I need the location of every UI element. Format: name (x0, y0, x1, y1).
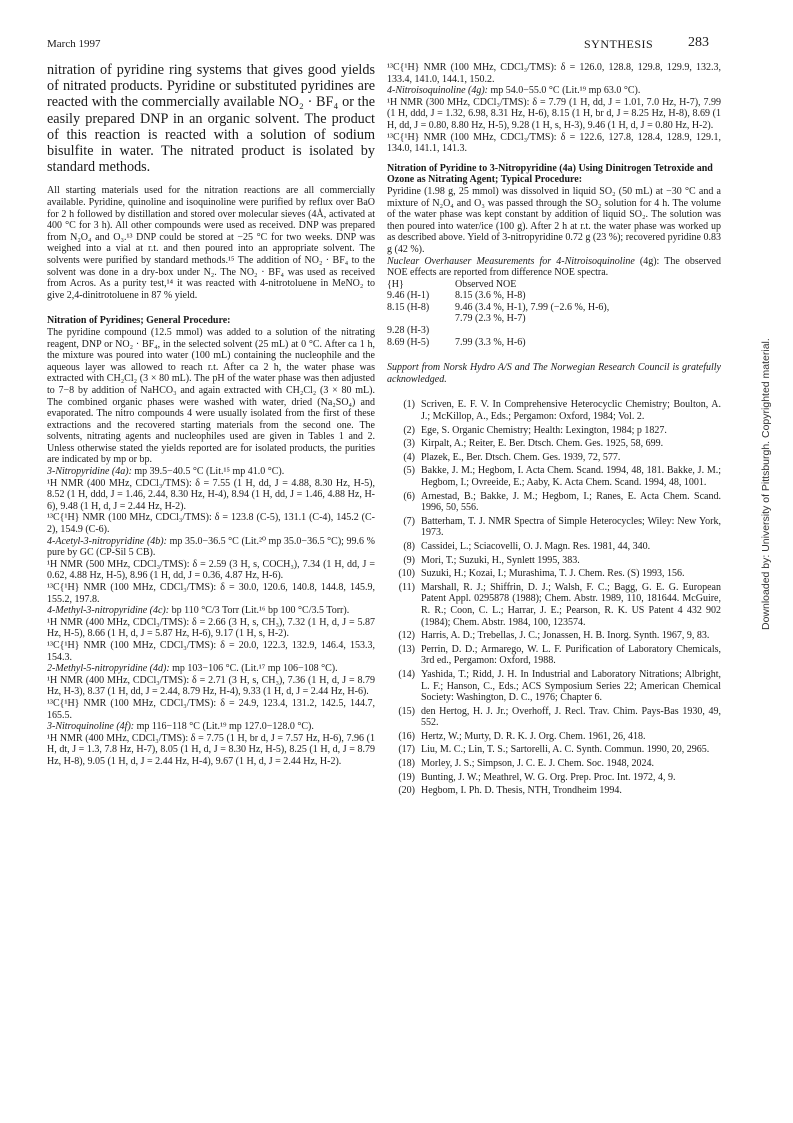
noe-row (387, 290, 721, 302)
reference-item: (16) Hertz, W.; Murty, D. R. K. J. Org. Chem. 1961, 26, 418. (398, 730, 646, 742)
noe-observed: 7.79 (2.3 %, H-7) (455, 313, 526, 325)
noe-row (387, 325, 721, 337)
download-watermark: Downloaded by: University of Pittsburgh. Copyrighted material. (760, 338, 772, 630)
lead-paragraph: nitration of pyridine ring systems that gives good yields of nitrated products. Pyridine or substituted pyridines are reacted with the commercially available NO₂ · BF₄ or the easily prepared DNP in an organic solvent. The product of this reaction is reacted with a solution of sodium bisulfite in water. The nitrated product is isolated by standard methods. (47, 62, 375, 176)
compound-4d-c-nmr: ¹³C{¹H} NMR (100 MHz, CDCl₃/TMS): δ = 24.9, 123.4, 131.2, 142.5, 144.7, 165.5. (47, 697, 375, 721)
reference-item: (17) Liu, M. C.; Lin, T. S.; Sartorelli, A. C. Synth. Commun. 1990, 20, 2965. (398, 744, 710, 756)
header-date: March 1997 (47, 38, 101, 50)
noe-compound: (4g): (634, 255, 660, 267)
reference-item: (10) Suzuki, H.; Kozai, I.; Murashima, T. J. Chem. Res. (S) 1993, 156. (398, 568, 685, 580)
compound-4b-h-nmr: ¹H NMR (500 MHz, CDCl₃/TMS): δ = 2.59 (3 H, s, COCH₃), 7.34 (1 H, dd, J = 0.62, 4.88 Hz, H-5), 8.96 (1 H, dd, J = 0.36, 4.87 Hz, H-6). (47, 558, 375, 582)
compound-4d-name: 2-Methyl-5-nitropyridine (4d): (47, 663, 170, 675)
general-procedure-text: The pyridine compound (12.5 mmol) was added to a solution of the nitrating reagent, DNP or NO₂ · BF₄, in the selected solvent (25 mL) at 0 °C. After ca 1 h, the mixture was poured into water (100 mL) containing the nucleophile and the aqueous layer was allowed to reach r.t. After ca 2 h, the water phase was extracted with CH₂Cl₂ (3 × 80 mL). The pH of the water phase was then adjusted to 7−8 by addition of NaHCO₃ and again extracted with CH₂Cl₂ (3 × 80 mL). The combined organic phases were washed with water, dried (Na₂SO₄) and evaporated. The nitro compounds 4 were usually isolated from the first of these extractions and the recovered starting materials from the second one. The solvents, nitrating agents and nucleophiles used are given in Tables 1 and 2. Unless otherwise stated the yields reported are for isolated products, the purities are indicated by mp or bp. (47, 326, 375, 466)
reference-item: (7) Batterham, T. J. NMR Spectra of Simple Heterocycles; Wiley: New York, 1973. (403, 515, 721, 539)
noe-row (387, 279, 721, 291)
reference-item: (14) Yashida, T.; Ridd, J. H. In Industrial and Laboratory Nitrations; Albright, L. F.; Hanson, C., Eds.; ACS Symposium Series 22; American Chemical Society: Washington, D. C., 1976; Chapter 6. (398, 668, 721, 704)
reference-item: (11) Marshall, R. J.; Shiffrin, D. J.; Walsh, F. C.; Bagg, G. E. G. European Patent Appl. 0295878 (1988); Chem. Abstr. 1989, 110, 181644. McGuire, R. R.; Coon, C. L.; Harrar, J. E.; Pearson, R. K. US Patent 4 432 902 (1984); Chem. Abstr. 1984, 100, 123574. (398, 581, 721, 628)
compound-4g-entry (387, 85, 721, 97)
compound-4b-mp: mp 35.0−36.5 °C (Lit.²⁰ mp 35.0−36.5 °C); 99.6 % pure by GC (CP-Sil 5 CB). (47, 535, 375, 559)
noe-row (387, 337, 721, 349)
noe-text: The observed NOE effects are reported from difference NOE spectra. (387, 255, 721, 279)
reference-item: (18) Morley, J. S.; Simpson, J. C. E. J. Chem. Soc. 1948, 2024. (398, 758, 654, 770)
noe-irradiated: 8.69 (H-5) (387, 336, 430, 348)
reference-item: (9) Mori, T.; Suzuki, H., Synlett 1995, 383. (403, 554, 580, 566)
compound-4c-c-nmr: ¹³C{¹H} NMR (100 MHz, CDCl₃/TMS): δ = 20.0, 122.3, 132.9, 146.4, 153.3, 154.3. (47, 639, 375, 663)
noe-intro (387, 256, 721, 279)
compound-4f-mp: mp 116−118 °C (Lit.¹⁹ mp 127.0−128.0 °C). (134, 721, 314, 733)
noe-irradiated: 9.28 (H-3) (387, 325, 430, 337)
page-number: 283 (688, 35, 709, 50)
noe-row (387, 302, 721, 314)
reference-item: (3) Kirpalt, A.; Reiter, E. Ber. Dtsch. Chem. Ges. 1925, 58, 699. (403, 438, 664, 450)
compound-4c-name: 4-Methyl-3-nitropyridine (4c): (47, 605, 170, 617)
compound-4d-mp: mp 103−106 °C. (Lit.¹⁷ mp 106−108 °C). (169, 663, 338, 675)
compound-4c-bp: bp 110 °C/3 Torr (Lit.¹⁶ bp 100 °C/3.5 Torr). (169, 605, 350, 617)
compound-4a-h-nmr: ¹H NMR (400 MHz, CDCl₃/TMS): δ = 7.55 (1 H, dd, J = 4.88, 8.30 Hz, H-5), 8.52 (1 H, ddd, J = 1.46, 2.44, 8.30 Hz, H-4), 8.94 (1 H, dd, J = 1.46, 4.88 Hz, H-6), 9.48 (1 H, d, J = 2.44 Hz, H-2). (47, 477, 375, 512)
dinitrogen-procedure-text: Pyridine (1.98 g, 25 mmol) was dissolved in liquid SO₂ (50 mL) at −30 °C and a mixture of N₂O₄ and O₃ was passed through the SO₂ solution for 4 h. The volume of the water phase was kept constant by addition of liquid SO₂. The solution was then poured into water/ice (100 g). After 2 h at r.t. the water phase was worked up as described above. Yield of 3-nitropyridine 0.72 g (23 %); recovered pyridine 0.83 g (42 %). (387, 185, 721, 255)
materials-paragraph: All starting materials used for the nitration reactions are all commercially available. Pyridine, quinoline and isoquinoline were purified by reflux over BaO for 2 h followed by distillation and stored over molecular sieves (4Å, activated at 400 °C for 3 h). All other compounds were used as received. DNP was prepared from N₂O₄ and O₃.¹³ DNP could be stored at −25 °C for two weeks. DNP was weighed into a vial at r.t. and then poured into an appropriate solvent. The solvents were purified by standard methods.¹⁵ The addition of NO₂ · BF₄ to the solvent was done in a dry-box under N₂. The NO₂ · BF₄ was used as received from Acros. As a purity test,¹⁴ it was reacted with 4-nitrotoluene in MeNO₂ to give 2,4-dinitrotoluene in 87 % yield. (47, 185, 375, 301)
compound-4c-entry (47, 605, 375, 617)
compound-4f-name: 3-Nitroquinoline (4f): (47, 721, 135, 733)
noe-observed: 9.46 (3.4 %, H-1), 7.99 (−2.6 %, H-6), (455, 301, 610, 313)
compound-4a-c-nmr: ¹³C{¹H} NMR (100 MHz, CDCl₃/TMS): δ = 123.8 (C-5), 131.1 (C-4), 145.2 (C-2), 154.9 (C-6). (47, 512, 375, 536)
right-column (387, 62, 721, 799)
general-procedure-heading: Nitration of Pyridines; General Procedure: (47, 315, 231, 327)
compound-4a-mp: mp 39.5−40.5 °C (Lit.¹⁵ mp 41.0 °C). (131, 466, 285, 478)
noe-heading: Nuclear Overhauser Measurements for 4-Nitroisoquinoline (387, 255, 635, 267)
reference-item: (12) Harris, A. D.; Trebellas, J. C.; Jonassen, H. B. Inorg. Synth. 1967, 9, 83. (398, 630, 710, 642)
reference-item: (4) Plazek, E., Ber. Dtsch. Chem. Ges. 1939, 72, 577. (403, 451, 621, 463)
compound-4b-entry (47, 536, 375, 559)
reference-item: (19) Bunting, J. W.; Meathrel, W. G. Org. Prep. Proc. Int. 1972, 4, 9. (398, 771, 676, 783)
reference-item: (2) Ege, S. Organic Chemistry; Health: Lexington, 1984; p 1827. (403, 424, 667, 436)
compound-4g-mp: mp 54.0−55.0 °C (Lit.¹⁹ mp 63.0 °C). (488, 85, 641, 97)
compound-4a-entry (47, 466, 375, 478)
compound-4d-entry (47, 663, 375, 675)
reference-item: (6) Arnestad, B.; Bakke, J. M.; Hegbom, I.; Ranes, E. Acta Chem. Scand. 1996, 50, 556. (403, 490, 721, 514)
compound-4b-name: 4-Acetyl-3-nitropyridine (4b): (47, 535, 167, 547)
reference-item: (15) den Hertog, H. J. Jr.; Overhoff, J. Recl. Trav. Chim. Pays-Bas 1930, 49, 552. (398, 705, 721, 729)
compound-4f-c-nmr: ¹³C{¹H} NMR (100 MHz, CDCl₃/TMS): δ = 126.0, 128.8, 129.8, 129.9, 132.3, 133.4, 141.0, 144.1, 150.2. (387, 62, 721, 85)
dinitrogen-procedure-heading: Nitration of Pyridine to 3-Nitropyridine (4a) Using Dinitrogen Tetroxide and Ozone as Nitrating Agent; Typical Procedure: (387, 162, 713, 186)
noe-row (387, 313, 721, 325)
reference-list (387, 399, 721, 796)
noe-irradiated: 9.46 (H-1) (387, 290, 430, 302)
noe-observed: Observed NOE (455, 278, 517, 290)
acknowledgement: Support from Norsk Hydro A/S and The Norwegian Research Council is gratefully acknowledged. (387, 362, 721, 385)
left-column (47, 62, 375, 768)
compound-4g-c-nmr: ¹³C{¹H} NMR (100 MHz, CDCl₃/TMS): δ = 122.6, 127.8, 128.4, 128.9, 129.1, 134.0, 141.1, 141.3. (387, 131, 721, 155)
compound-4d-h-nmr: ¹H NMR (400 MHz, CDCl₃/TMS): δ = 2.71 (3 H, s, CH₃), 7.36 (1 H, d, J = 8.79 Hz, H-3), 8.37 (1 H, dd, J = 2.44, 8.79 Hz, H-4), 9.33 (1 H, d, J = 2.44 Hz, H-6). (47, 674, 375, 698)
compound-4c-h-nmr: ¹H NMR (400 MHz, CDCl₃/TMS): δ = 2.66 (3 H, s, CH₃), 7.32 (1 H, d, J = 5.87 Hz, H-5), 8.66 (1 H, d, J = 5.87 Hz, H-6), 9.17 (1 H, s, H-2). (47, 616, 375, 640)
noe-table (387, 279, 721, 349)
reference-item: (13) Perrin, D. D.; Armarego, W. L. F. Purification of Laboratory Chemicals, 3rd ed., Pergamon: Oxford, 1988. (398, 643, 721, 667)
reference-item: (20) Hegbom, I. Ph. D. Thesis, NTH, Trondheim 1994. (398, 785, 622, 797)
noe-observed: 7.99 (3.3 %, H-6) (455, 336, 526, 348)
noe-observed: 8.15 (3.6 %, H-8) (455, 290, 526, 302)
compound-4g-name: 4-Nitroisoquinoline (4g): (387, 85, 489, 97)
compound-4f-h-nmr: ¹H NMR (400 MHz, CDCl₃/TMS): δ = 7.75 (1 H, br d, J = 7.57 Hz, H-6), 7.96 (1 H, dt, J = 1.3, 7.8 Hz, H-7), 8.05 (1 H, d, J = 8.30 Hz, H-5), 8.25 (1 H, d, J = 8.79 Hz, H-8), 9.05 (1 H, d, J = 2.44 Hz, H-4), 9.67 (1 H, d, J = 2.44 Hz, H-2). (47, 732, 375, 767)
compound-4f-entry (47, 721, 375, 733)
noe-irradiated: 8.15 (H-8) (387, 301, 430, 313)
reference-item: (1) Scriven, E. F. V. In Comprehensive Heterocyclic Chemistry; Boulton, A. J.; McKillop, A., Eds.; Pergamon: Oxford, 1984; Vol. 2. (403, 399, 721, 423)
compound-4g-h-nmr: ¹H NMR (300 MHz, CDCl₃/TMS): δ = 7.79 (1 H, dd, J = 1.01, 7.0 Hz, H-7), 7.99 (1 H, ddd, J = 1.32, 6.98, 8.31 Hz, H-6), 8.15 (1 H, br d, J = 8.25 Hz, H-8), 8.69 (1 H, dd, J = 0.80, 8.80 Hz, H-5), 9.28 (1 H, s, H-3), 9.46 (1 H, d, J = 0.80 Hz, H-2). (387, 96, 721, 131)
reference-item: (8) Cassidei, L.; Sciacovelli, O. J. Magn. Res. 1981, 44, 340. (403, 540, 651, 552)
noe-irradiated (387, 313, 455, 325)
noe-irradiated: {H} (387, 278, 404, 290)
compound-4b-c-nmr: ¹³C{¹H} NMR (100 MHz, CDCl₃/TMS): δ = 30.0, 120.6, 140.8, 144.8, 145.9, 155.2, 197.8. (47, 582, 375, 605)
compound-4a-name: 3-Nitropyridine (4a): (47, 466, 132, 478)
journal-title: SYNTHESIS (584, 37, 654, 51)
reference-item: (5) Bakke, J. M.; Hegbom, I. Acta Chem. Scand. 1994, 48, 181. Bakke, J. M.; Hegbom, I.; Ovreeide, E.; Aaby, K. Acta Chem. Scand. 1994, 48, 1001. (403, 465, 721, 488)
